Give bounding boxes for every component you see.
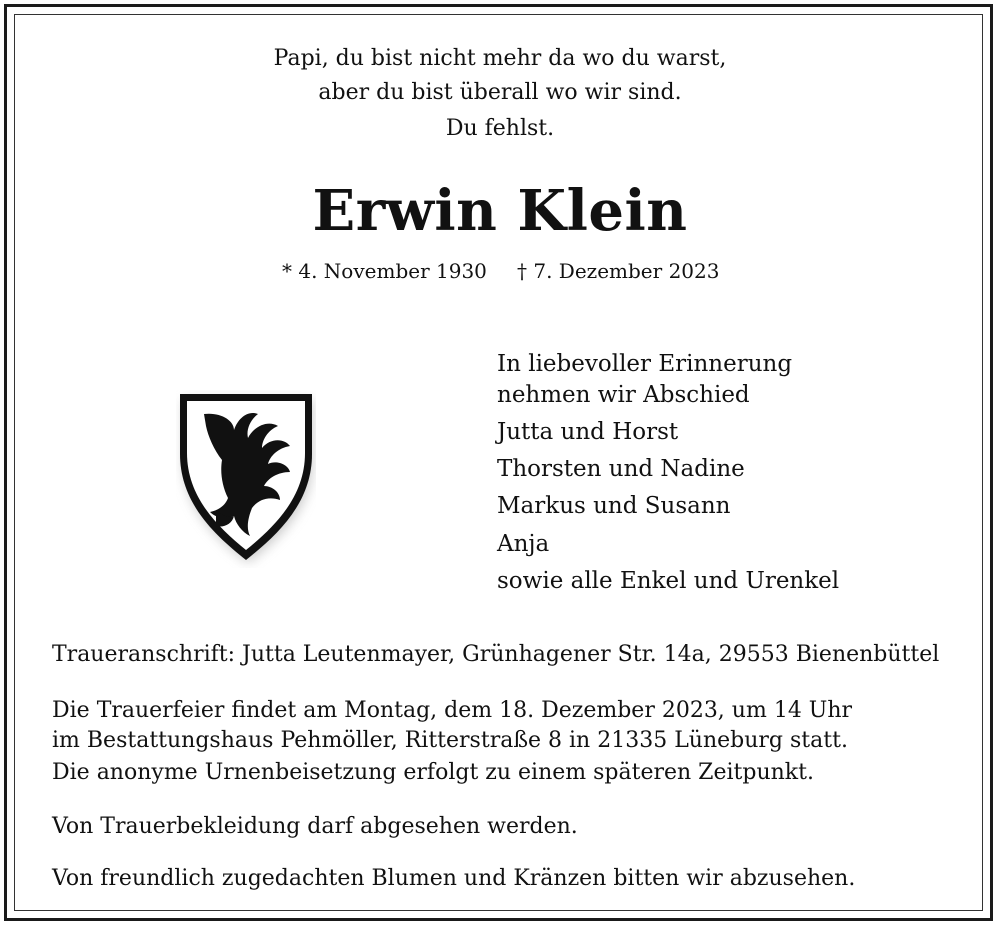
clothing-note: Von Trauerbekleidung darf abgesehen werden. xyxy=(52,814,578,839)
flowers-note: Von freundlich zugedachten Blumen und Kränzen bitten wir abzusehen. xyxy=(52,866,856,891)
verse-line-3: Du fehlst. xyxy=(445,116,555,141)
mourner-name: sowie alle Enkel und Urenkel xyxy=(497,568,840,594)
deceased-name: Erwin Klein xyxy=(312,178,688,244)
mourners-intro-2: nehmen wir Abschied xyxy=(497,382,750,408)
death-date: † 7. Dezember 2023 xyxy=(517,259,720,283)
mourner-name: Anja xyxy=(497,531,550,557)
antler-shield-icon xyxy=(176,390,316,568)
mourners-intro-1: In liebevoller Erinnerung xyxy=(497,351,793,377)
verse-line-2: aber du bist überall wo wir sind. xyxy=(318,80,682,105)
birth-date: * 4. November 1930 xyxy=(282,259,487,283)
mourner-name: Thorsten und Nadine xyxy=(497,456,745,482)
mourner-name: Jutta und Horst xyxy=(497,419,679,445)
mourner-name: Markus und Susann xyxy=(497,493,731,519)
ceremony-line-2: im Bestattungshaus Pehmöller, Ritterstraße 8 in 21335 Lüneburg statt. xyxy=(52,728,848,753)
ceremony-line-3: Die anonyme Urnenbeisetzung erfolgt zu einem späteren Zeitpunkt. xyxy=(52,760,814,785)
verse-line-1: Papi, du bist nicht mehr da wo du warst, xyxy=(273,46,727,71)
ceremony-line-1: Die Trauerfeier findet am Montag, dem 18. Dezember 2023, um 14 Uhr xyxy=(52,698,853,723)
mourning-address: Traueranschrift: Jutta Leutenmayer, Grünhagener Str. 14a, 29553 Bienenbüttel xyxy=(52,642,940,667)
